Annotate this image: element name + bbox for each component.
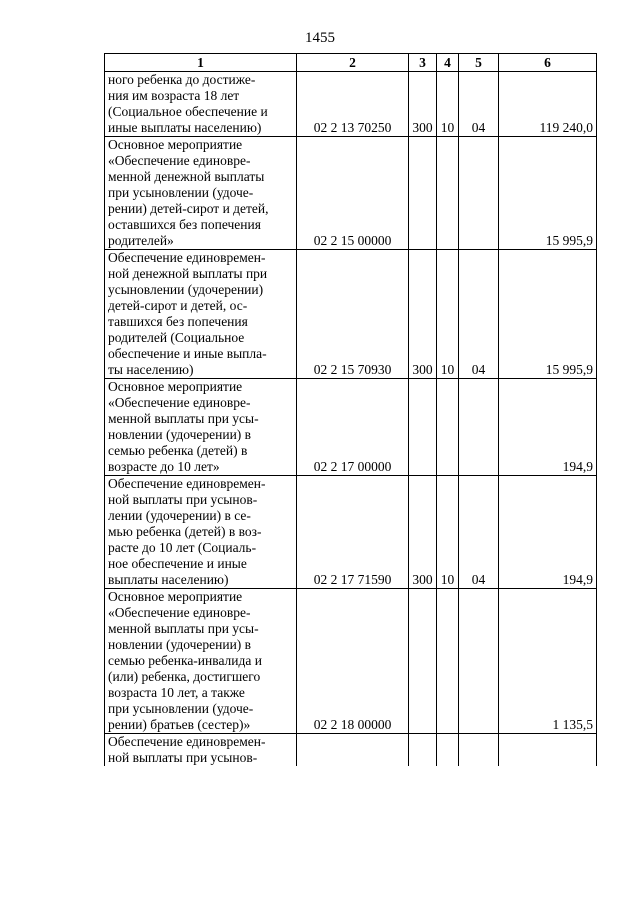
- row-name: Основное мероприятие «Обеспечение единовре- менной выплаты при усы- новлении (удочерении) в семью ребенка-инвалида и (или) ребенка, достигшего возраста 10 лет, а также при усыновлении (удоче- рении) братьев (сестер)»: [105, 589, 297, 734]
- row-code: [297, 734, 409, 767]
- row-amount: [499, 734, 597, 767]
- row-col3: 300: [409, 72, 437, 137]
- row-col3: [409, 589, 437, 734]
- row-col3: [409, 734, 437, 767]
- table-row: [105, 589, 597, 734]
- row-col5: [459, 734, 499, 767]
- table-row: [105, 379, 597, 476]
- row-code: 02 2 13 70250: [297, 72, 409, 137]
- row-amount: 194,9: [499, 476, 597, 589]
- row-name: Обеспечение единовремен- ной денежной выплаты при усыновлении (удочерении) детей-сирот и детей, ос- тавшихся без попечения родителей (Социальное обеспечение и иные выпла- ты населению): [105, 250, 297, 379]
- row-code: 02 2 15 00000: [297, 137, 409, 250]
- row-code: 02 2 17 00000: [297, 379, 409, 476]
- row-col5: [459, 589, 499, 734]
- row-code: 02 2 17 71590: [297, 476, 409, 589]
- row-col3: 300: [409, 476, 437, 589]
- row-name: Обеспечение единовремен- ной выплаты при усынов-: [105, 734, 297, 767]
- row-col4: [437, 734, 459, 767]
- table-row: [105, 734, 597, 767]
- row-name: Обеспечение единовремен- ной выплаты при усынов- лении (удочерении) в се- мью ребенка (детей) в воз- расте до 10 лет (Социаль- ное обеспечение и иные выплаты населению): [105, 476, 297, 589]
- column-header-2: 2: [297, 54, 409, 72]
- column-header-4: 4: [437, 54, 459, 72]
- row-col3: [409, 379, 437, 476]
- row-col5: [459, 137, 499, 250]
- row-amount: 1 135,5: [499, 589, 597, 734]
- table-row: [105, 250, 597, 379]
- row-name: Основное мероприятие «Обеспечение единовре- менной денежной выплаты при усыновлении (удоче- рении) детей-сирот и детей, оставшихся без попечения родителей»: [105, 137, 297, 250]
- page-number: 1455: [305, 30, 335, 46]
- row-code: 02 2 15 70930: [297, 250, 409, 379]
- column-header-3: 3: [409, 54, 437, 72]
- table-row: [105, 476, 597, 589]
- column-header-1: 1: [105, 54, 297, 72]
- row-col5: [459, 379, 499, 476]
- row-col5: 04: [459, 72, 499, 137]
- row-col4: [437, 589, 459, 734]
- column-header-6: 6: [499, 54, 597, 72]
- row-name: Основное мероприятие «Обеспечение единовре- менной выплаты при усы- новлении (удочерении) в семью ребенка (детей) в возрасте до 10 лет»: [105, 379, 297, 476]
- row-col5: 04: [459, 476, 499, 589]
- row-amount: 194,9: [499, 379, 597, 476]
- row-col4: 10: [437, 72, 459, 137]
- row-col3: [409, 137, 437, 250]
- row-amount: 119 240,0: [499, 72, 597, 137]
- row-col4: [437, 379, 459, 476]
- column-header-5: 5: [459, 54, 499, 72]
- table-row: [105, 137, 597, 250]
- row-amount: 15 995,9: [499, 250, 597, 379]
- row-name: ного ребенка до достиже- ния им возраста 18 лет (Социальное обеспечение и иные выплаты населению): [105, 72, 297, 137]
- header-row: [105, 54, 597, 72]
- table-row: [105, 72, 597, 137]
- row-col4: [437, 137, 459, 250]
- row-amount: 15 995,9: [499, 137, 597, 250]
- row-col3: 300: [409, 250, 437, 379]
- row-col4: 10: [437, 476, 459, 589]
- row-code: 02 2 18 00000: [297, 589, 409, 734]
- budget-table: [104, 53, 597, 766]
- row-col5: 04: [459, 250, 499, 379]
- row-col4: 10: [437, 250, 459, 379]
